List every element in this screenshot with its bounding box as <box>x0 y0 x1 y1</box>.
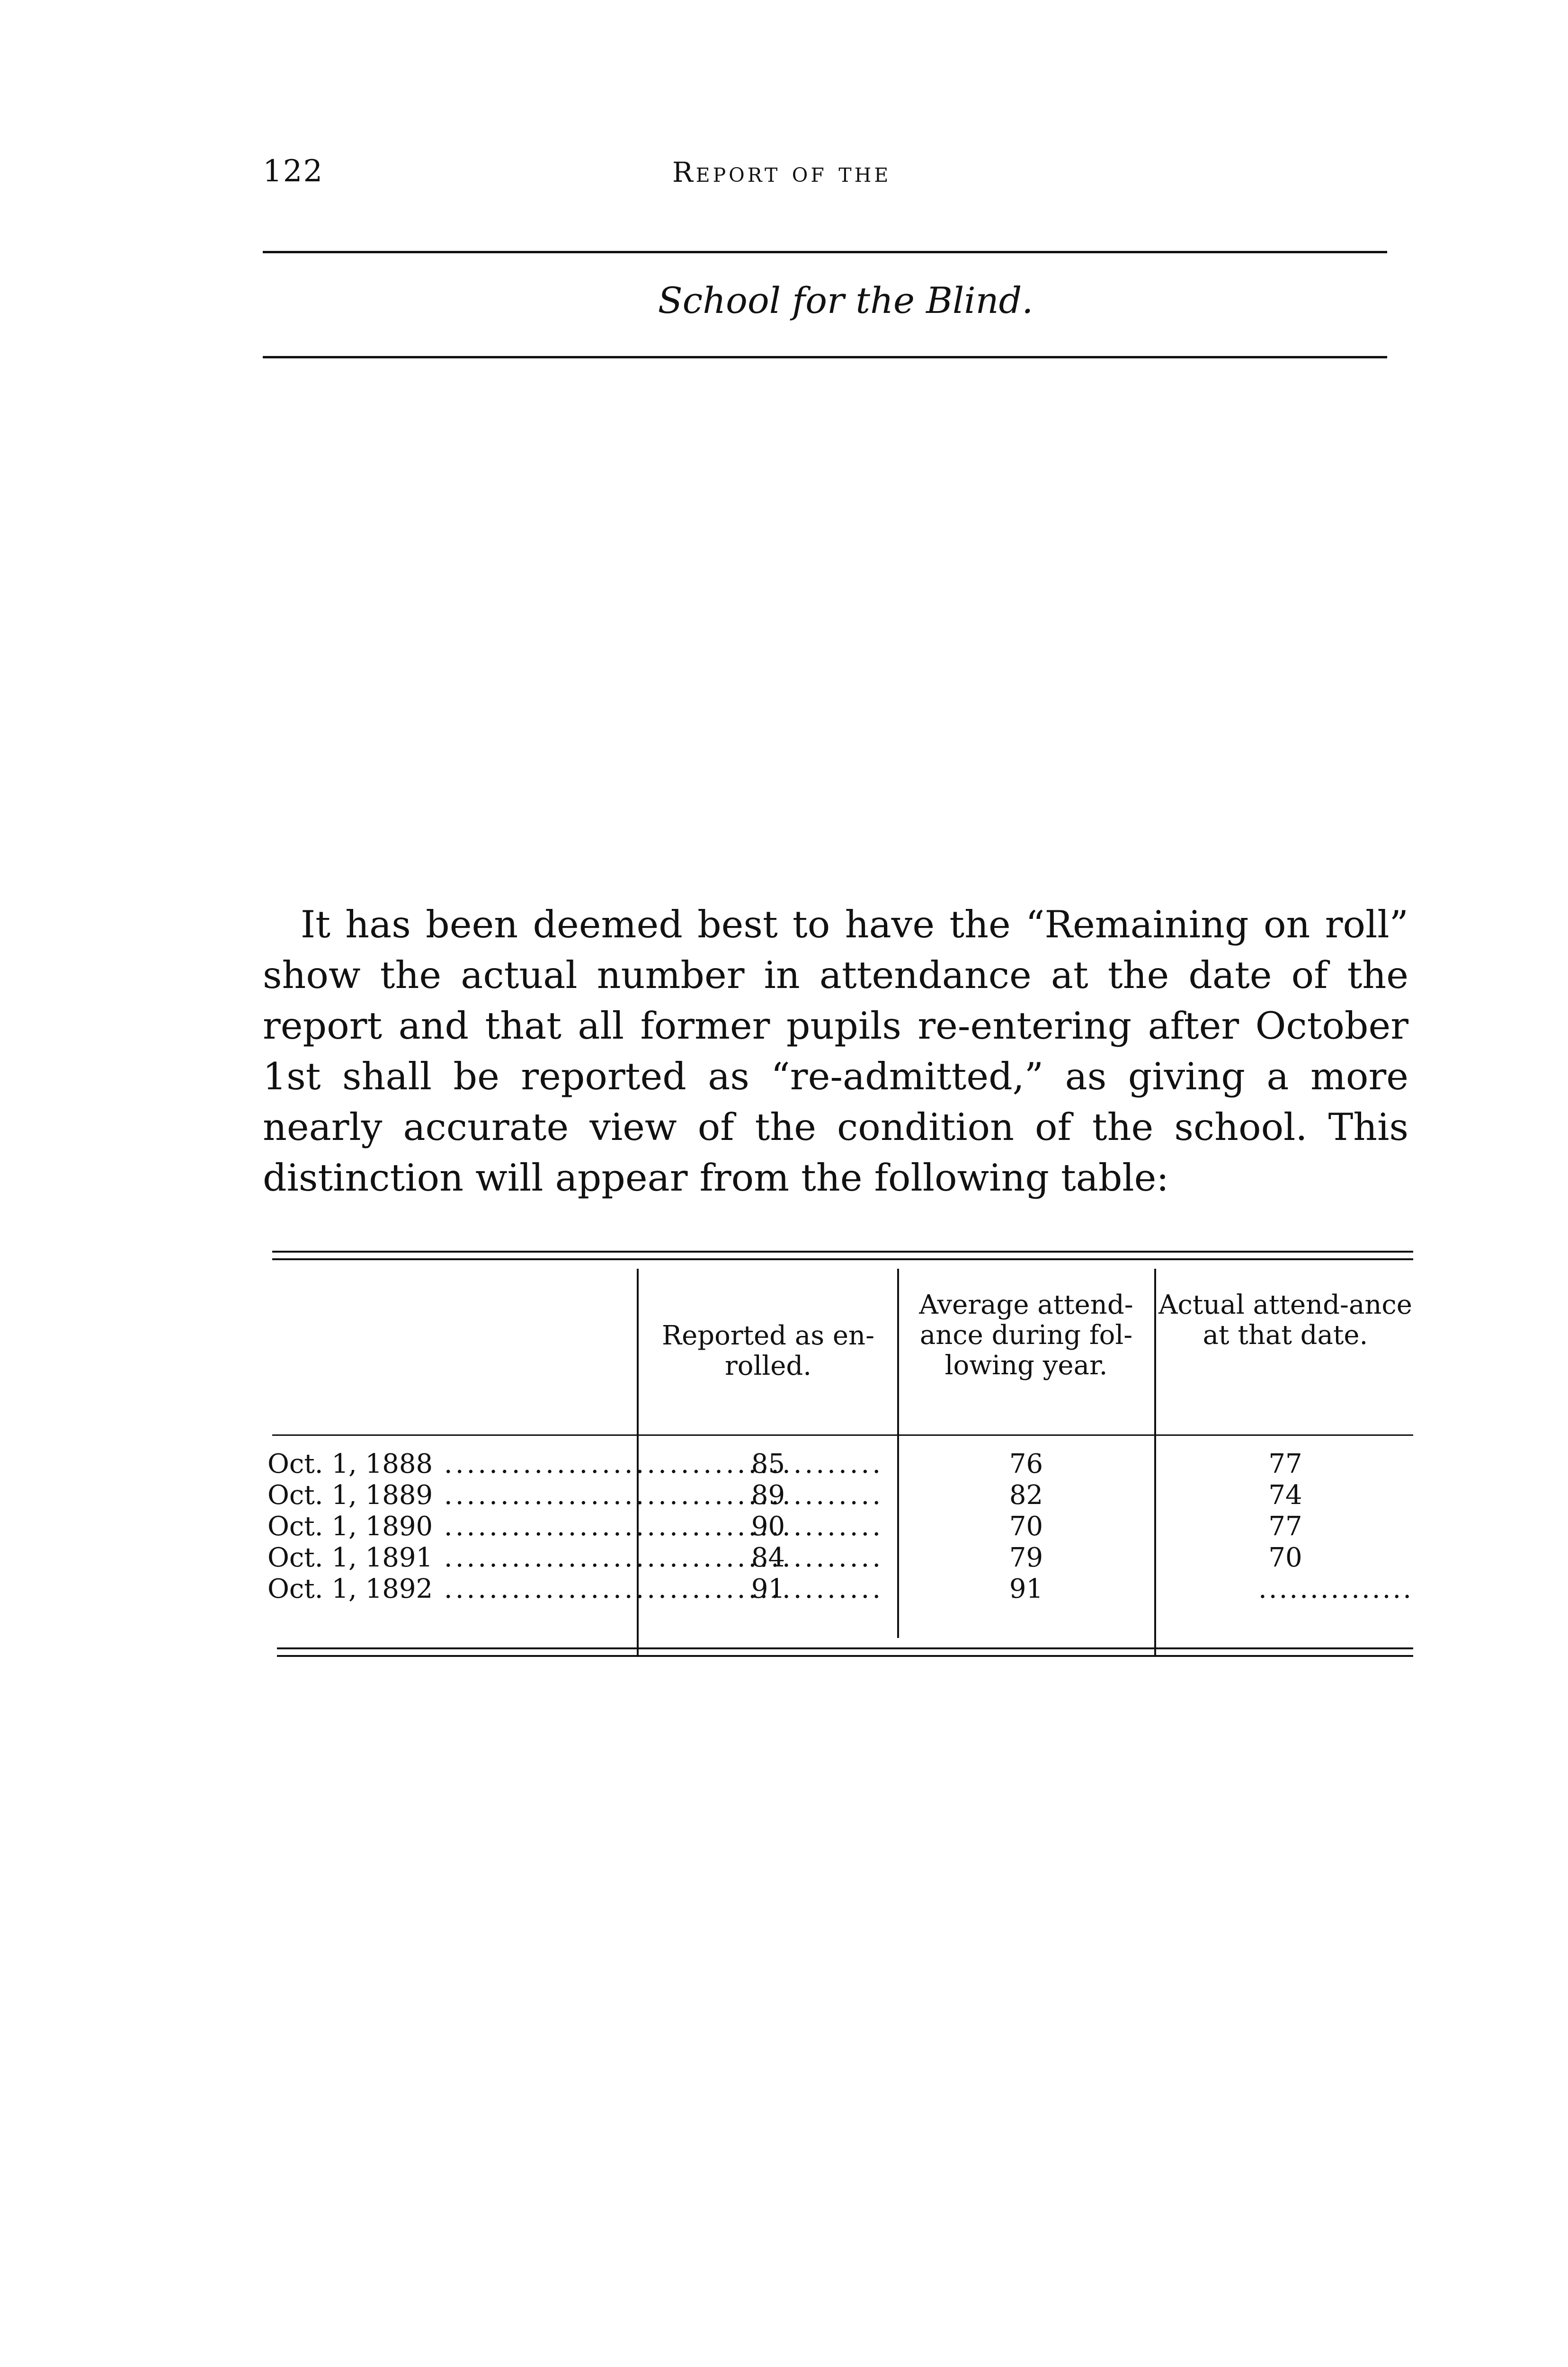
table-top-rule <box>272 1251 1413 1253</box>
cell-actual: 74 <box>1268 1480 1302 1511</box>
cell-average: 79 <box>1009 1542 1043 1573</box>
row-label: Oct. 1, 1890 ..... <box>267 1511 883 1542</box>
page-number: 122 <box>263 154 324 189</box>
column-header-average: Average attend-ance during fol-lowing year. <box>919 1290 1133 1381</box>
column-header-enrolled: Reported as en-rolled. <box>662 1320 874 1381</box>
cell-average: 82 <box>1009 1480 1043 1511</box>
row-label: Oct. 1, 1892 ..... <box>267 1574 883 1605</box>
cell-average: 91 <box>1009 1574 1043 1604</box>
top-rule <box>263 251 1387 253</box>
row-label: Oct. 1, 1891 ..... <box>267 1542 883 1574</box>
cell-actual: 70 <box>1268 1542 1302 1573</box>
subtitle-rule <box>263 356 1387 358</box>
cell-actual: 77 <box>1268 1449 1302 1479</box>
header-bottom-rule <box>272 1434 1413 1436</box>
table-row <box>263 1542 1413 1574</box>
running-head: Report of the <box>672 156 891 188</box>
attendance-table <box>263 1240 1413 1666</box>
row-label: Oct. 1, 1889 ..... <box>267 1480 883 1511</box>
table-bottom-rule-2 <box>277 1655 1413 1657</box>
cell-actual: 77 <box>1268 1511 1302 1542</box>
cell-enrolled: 84 <box>751 1542 785 1573</box>
section-subtitle: School for the Blind. <box>658 279 1033 321</box>
cell-enrolled: 91 <box>751 1574 785 1604</box>
cell-enrolled: 85 <box>751 1449 785 1479</box>
body-paragraph <box>263 899 1408 1203</box>
table-row <box>263 1449 1413 1480</box>
column-header-actual: Actual attend-ance at that date. <box>1158 1290 1412 1351</box>
cell-enrolled: 89 <box>751 1480 785 1511</box>
paragraph-text: It has been deemed best to have the “Remaining on roll” show the actual number in attendance at the date of the report and that all former pupils re-entering after October 1st shall be reported as “re-admitted,” as giving a more nearly accurate view of the condition of the school. This distinction will appear from the following table: <box>263 903 1408 1200</box>
cell-actual: ............... <box>1258 1574 1413 1604</box>
cell-average: 76 <box>1009 1449 1043 1479</box>
table-top-rule-2 <box>272 1258 1413 1260</box>
table-bottom-rule <box>277 1647 1413 1649</box>
row-label: Oct. 1, 1888 ..... <box>267 1449 883 1480</box>
table-row <box>263 1511 1413 1542</box>
table-row <box>263 1480 1413 1511</box>
cell-enrolled: 90 <box>751 1511 785 1542</box>
cell-average: 70 <box>1009 1511 1043 1542</box>
table-row <box>263 1574 1413 1605</box>
